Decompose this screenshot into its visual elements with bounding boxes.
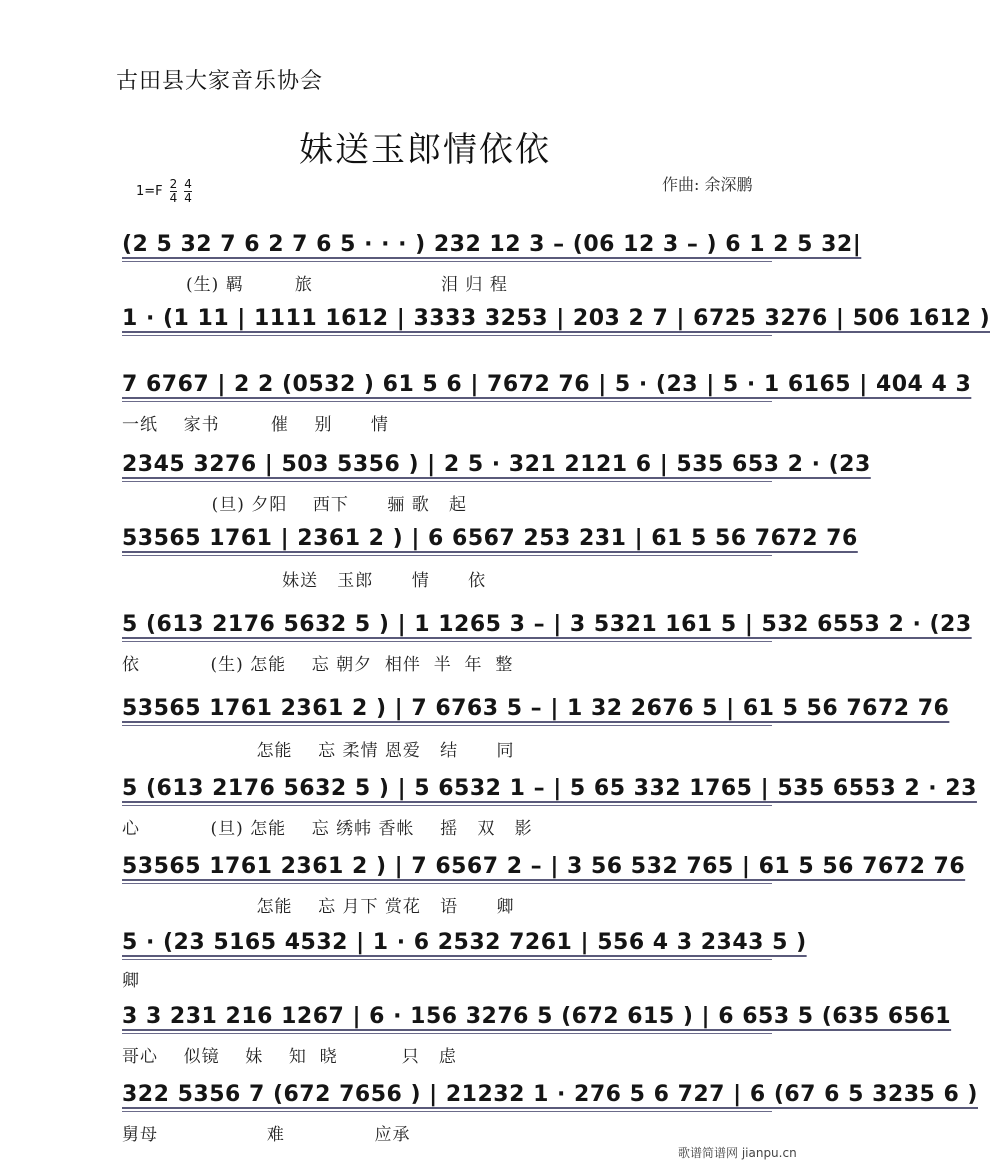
key-signature [136,178,192,205]
lyric-line-10: 卿 [122,971,140,991]
composer-credit: 作曲: 余深鹏 [662,175,753,194]
notation-line-9: 53565 1761 2361 2 ) | 7 6567 2 – | 3 56 532 765 | 61 5 56 7672 76 [122,848,772,886]
time-signature-1 [170,178,178,205]
notation-line-6: 5 (613 2176 5632 5 ) | 1 1265 3 – | 3 5321 161 5 | 532 6553 2 · (23 [122,606,772,644]
notation-line-12: 322 5356 7 (672 7656 ) | 21232 1 · 276 5 6 727 | 6 (67 6 5 3235 6 ) [122,1076,772,1114]
time-sig-1-bottom: 4 [169,191,178,205]
notation-line-10: 5 · (23 5165 4532 | 1 · 6 2532 7261 | 556 4 3 2343 5 ) [122,924,772,962]
lyric-line-3: 一纸 家书 催 别 情 [122,415,389,435]
organization-name: 古田县大家音乐协会 [116,69,324,94]
time-sig-1-top: 2 [169,177,178,191]
lyric-line-5: 妹送 玉郎 情 依 [122,571,487,591]
time-signature-2 [184,178,192,205]
notation-line-7: 53565 1761 2361 2 ) | 7 6763 5 – | 1 32 2676 5 | 61 5 56 7672 76 [122,690,772,728]
lyric-line-4: (旦) 夕阳 西下 骊 歌 起 [122,495,467,515]
time-sig-2-bottom: 4 [184,191,192,205]
notation-line-11: 3 3 231 216 1267 | 6 · 156 3276 5 (672 615 ) | 6 653 5 (635 6561 [122,998,772,1036]
notation-line-4: 2345 3276 | 503 5356 ) | 2 5 · 321 2121 6 | 535 653 2 · (23 [122,446,772,484]
lyric-line-8: 心 (旦) 怎能 忘 绣帏 香帐 摇 双 影 [122,819,533,839]
time-sig-2-top: 4 [184,177,192,191]
notation-line-2: 1 · (1 11 | 1111 1612 | 3333 3253 | 203 2 7 | 6725 3276 | 506 1612 ) [122,300,772,338]
lyric-line-6: 依 (生) 怎能 忘 朝夕 相伴 半 年 整 [122,655,514,675]
lyric-line-9: 怎能 忘 月下 赏花 语 卿 [122,897,515,917]
watermark: 歌谱简谱网 jianpu.cn [678,1146,797,1160]
key-label: 1=F [136,184,163,199]
lyric-line-7: 怎能 忘 柔情 恩爱 结 同 [122,741,515,761]
lyric-line-1: (生) 羁 旅 泪 归 程 [122,275,508,295]
notation-line-1: (2 5 32 7 6 2 7 6 5 · · · ) 232 12 3 – (06 12 3 – ) 6 1 2 5 32| [122,226,772,264]
lyric-line-12: 舅母 难 应承 [122,1125,411,1145]
notation-line-8: 5 (613 2176 5632 5 ) | 5 6532 1 – | 5 65 332 1765 | 535 6553 2 · 23 [122,770,772,808]
notation-line-3: 7 6767 | 2 2 (0532 ) 61 5 6 | 7672 76 | 5 · (23 | 5 · 1 6165 | 404 4 3 [122,366,772,404]
notation-line-5: 53565 1761 | 2361 2 ) | 6 6567 253 231 | 61 5 56 7672 76 [122,520,772,558]
lyric-line-11: 哥心 似镜 妹 知 晓 只 虑 [122,1047,457,1067]
song-title: 妹送玉郎情依依 [299,130,551,170]
